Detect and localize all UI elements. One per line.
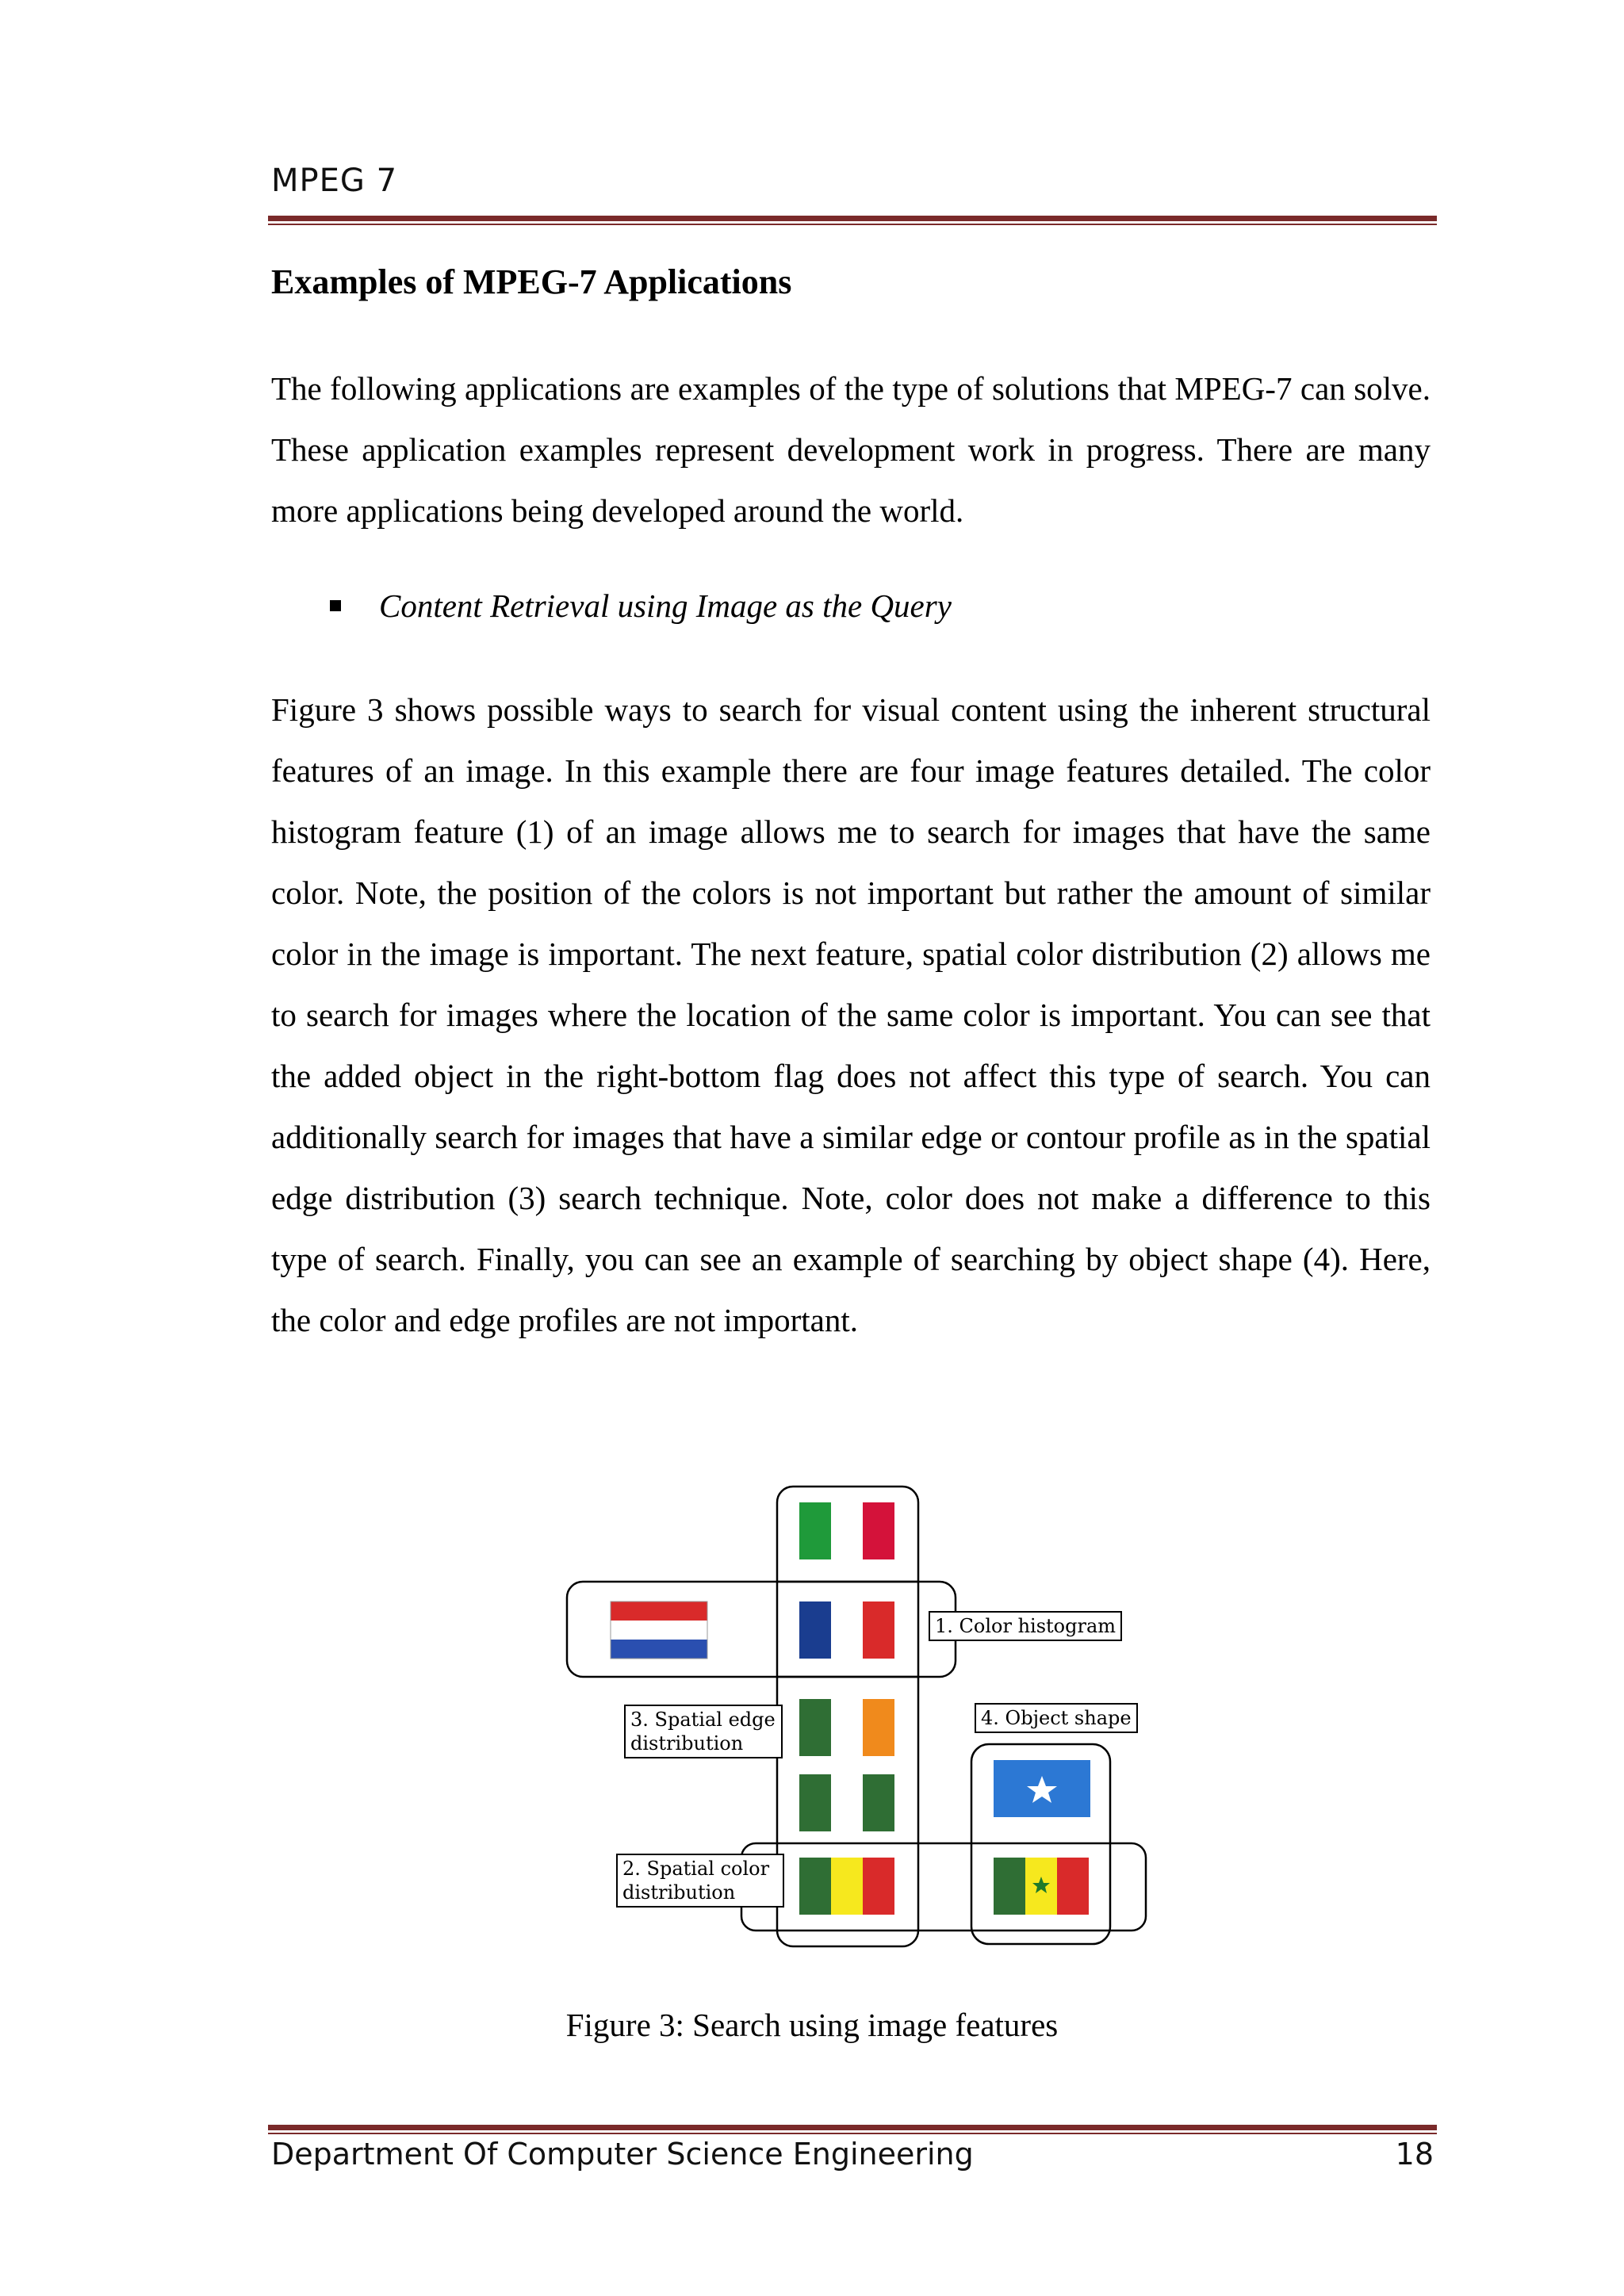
body-paragraph: Figure 3 shows possible ways to search for visual content using the inherent structural features of an image. In this example there are four image features detailed. The color histogram feature (1) of an image allows me to search for images that have the same color. Note, the position of the colors is not important but rather the amount of similar color in the image is important. The next feature, spatial color distribution (2) allows me to search for images where the location of the same color is important. You can see that the added object in the right-bottom flag does not affect this type of search. You can additionally search for images that have a similar edge or contour profile as in the spatial edge distribution (3) search technique. Note, color does not make a difference to this type of search. Finally, you can see an example of searching by object shape (4). Here, the color and edge profiles are not important. [271,691,1431,1338]
label-spatial-edge: 3. Spatial edge distribution [624,1705,783,1758]
mali-flag [799,1858,894,1915]
footer-rule-thick [268,2125,1437,2130]
netherlands-flag [611,1601,707,1659]
label-object-shape: 4. Object shape [975,1703,1138,1733]
intro-paragraph: The following applications are examples of the type of solutions that MPEG-7 can solve. These application examples represent development work in progress. There are many more applications being developed around the world. [271,370,1431,529]
figure-caption: Figure 3: Search using image features [565,2007,1059,2043]
label-spatial-color: 2. Spatial color distribution [616,1854,784,1908]
nigeria-flag [799,1774,894,1831]
running-header: MPEG 7 [271,163,398,199]
bullet-square-icon [330,600,341,611]
section-heading: Examples of MPEG-7 Applications [271,262,792,301]
bullet-text: Content Retrieval using Image as the Query [379,587,952,624]
figure-3 [559,1475,1162,1950]
ireland-flag [799,1699,894,1756]
france-flag [799,1601,894,1659]
somalia-flag [994,1760,1090,1817]
label-color-histogram: 1. Color histogram [929,1611,1122,1641]
header-rule-thick [268,216,1437,221]
page-number: 18 [1395,2137,1434,2172]
italy-flag [799,1502,894,1559]
senegal-flag [994,1858,1089,1915]
footer-department: Department Of Computer Science Engineering [271,2137,974,2172]
footer-rule-thin [268,2133,1437,2134]
header-rule-thin [268,224,1437,225]
